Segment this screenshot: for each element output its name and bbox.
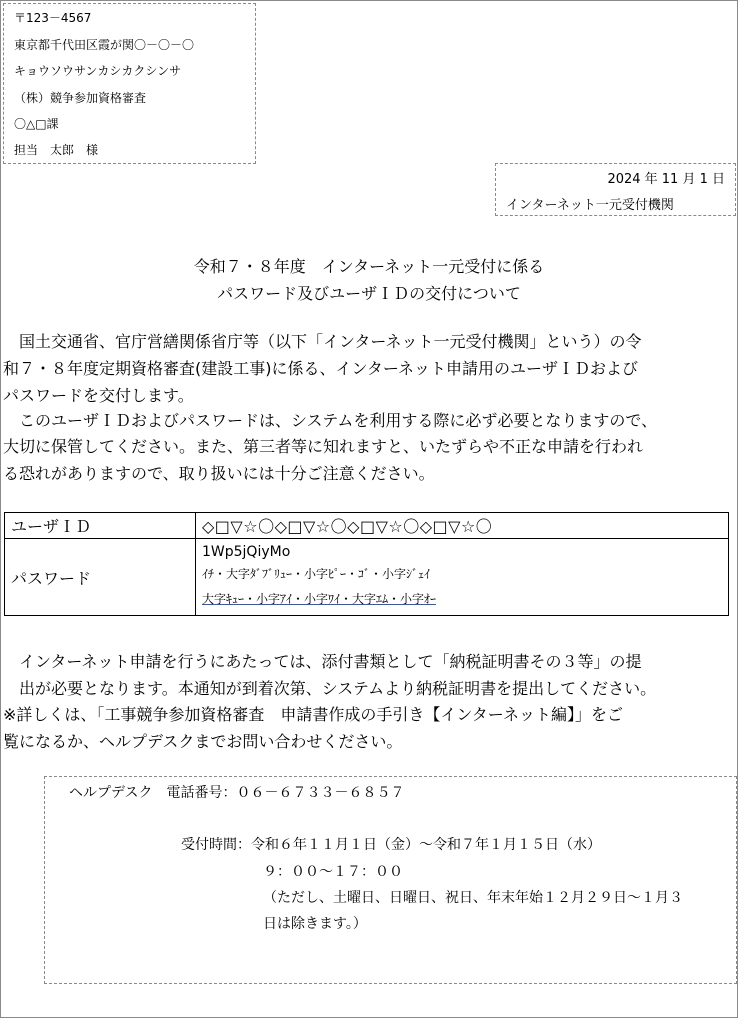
userid-value: ◇□▽☆〇◇□▽☆〇◇□▽☆〇◇□▽☆〇 <box>196 513 729 539</box>
password-label: パスワード <box>5 539 196 616</box>
helpdesk-hours-time: ９：００～１７：００ <box>263 864 403 880</box>
password-row <box>5 539 729 616</box>
userid-label: ユーザＩＤ <box>5 513 196 539</box>
body-paragraph-2-line2: 大切に保管してください。また、第三者等に知れますと、いたずらや不正な申請を行われ <box>3 437 644 456</box>
issue-date: 2024 年 11 月 1 日 <box>607 172 725 187</box>
document-title-line1: 令和７・８年度 インターネット一元受付に係る <box>193 257 545 276</box>
body-paragraph-2-line1: このユーザＩＤおよびパスワードは、システムを利用する際に必ず必要となりますので、 <box>3 411 658 430</box>
recipient-company: （株）競争参加資格審査 <box>14 91 147 105</box>
body-paragraph-2-line3: る恐れがありますので、取り扱いには十分ご注意ください。 <box>3 464 435 483</box>
helpdesk-hours-dates: 受付時間：令和６年１１月１日（金）～令和７年１月１５日（水） <box>181 837 601 853</box>
note-1-line1: インターネット申請を行うにあたっては、添付書類として「納税証明書その３等」の提 <box>3 652 642 671</box>
helpdesk-exclusion-line1: （ただし、土曜日、日曜日、祝日、年末年始１２月２９日～１月３ <box>263 890 683 906</box>
userid-row <box>5 513 729 539</box>
recipient-kana: キョウソウサンカシカクシンサ <box>14 64 182 78</box>
credentials-table <box>4 512 729 616</box>
password-reading-line1: ｲﾁ・大字ﾀﾞﾌﾞﾘｭｰ・小字ﾋﾟｰ・ｺﾞ・小字ｼﾞｪｲ <box>202 566 431 581</box>
helpdesk-phone: ヘルプデスク 電話番号：０６－６７３３－６８５７ <box>69 785 405 801</box>
recipient-address: 東京都千代田区霞が関〇－〇－〇 <box>14 38 195 52</box>
sender-block <box>495 163 736 216</box>
document-title-line2: パスワード及びユーザＩＤの交付について <box>217 284 521 303</box>
password-reading-line2: 大字ｷｭｰ・小字ｱｲ・小字ﾜｲ・大字ｴﾑ・小字ｵｰ <box>202 591 437 606</box>
password-value: 1Wp5jQiyMo <box>202 543 291 560</box>
helpdesk-exclusion-line2: 日は除きます。） <box>263 916 367 932</box>
body-paragraph-1-line3: パスワードを交付します。 <box>3 386 194 405</box>
sender-organization: インターネット一元受付機関 <box>506 198 674 213</box>
recipient-department: 〇△□課 <box>14 117 59 131</box>
password-cell <box>196 539 729 616</box>
note-2-line1: ※詳しくは、「工事競争参加資格審査 申請書作成の手引き【インターネット編】」をご <box>3 705 623 724</box>
body-paragraph-1-line1: 国土交通省、官庁営繕関係省庁等（以下「インターネット一元受付機関」という）の令 <box>3 332 642 351</box>
note-2-line2: 覧になるか、ヘルプデスクまでお問い合わせください。 <box>3 732 403 751</box>
body-paragraph-1-line2: 和７・８年度定期資格審査(建設工事)に係る、インターネット申請用のユーザＩＤおよび <box>3 359 639 378</box>
postal-code: 〒123－4567 <box>14 11 92 25</box>
recipient-address-block <box>3 3 256 164</box>
note-1-line2: 出が必要となります。本通知が到着次第、システムより納税証明書を提出してください。 <box>3 679 657 698</box>
recipient-name: 担当 太郎 様 <box>14 143 99 157</box>
helpdesk-box <box>44 776 737 984</box>
